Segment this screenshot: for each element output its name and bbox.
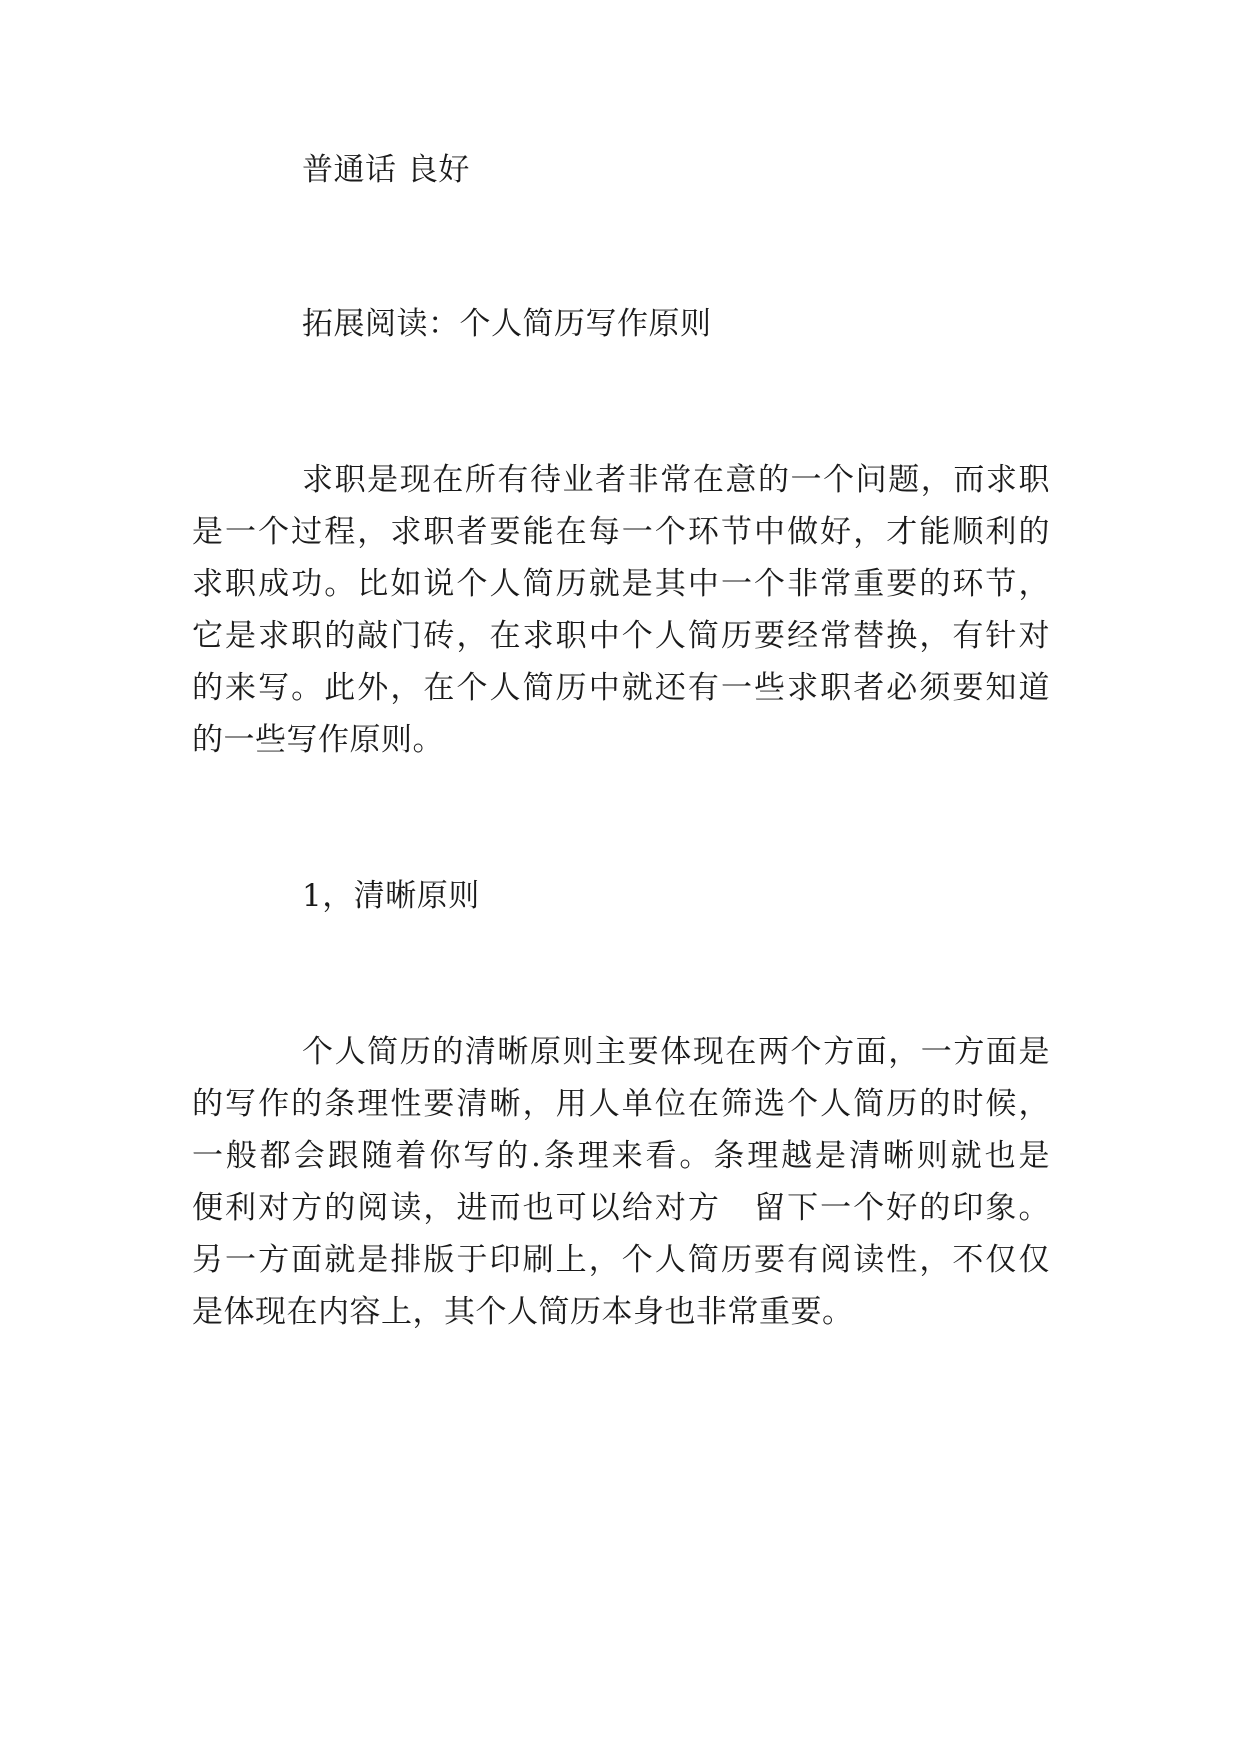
paragraph-line: 一般都会跟随着你写的.条理来看。条理越是清晰则就也是 — [192, 1138, 1050, 1174]
paragraph-line: 的来写。此外，在个人简历中就还有一些求职者必须要知道 — [192, 670, 1050, 706]
paragraph-line: 是体现在内容上，其个人简历本身也非常重要。 — [192, 1294, 854, 1330]
subsection-heading: 1，清晰原则 — [302, 878, 480, 914]
paragraph-line: 另一方面就是排版于印刷上，个人简历要有阅读性，不仅仅 — [192, 1242, 1050, 1278]
paragraph-line: 求职成功。比如说个人简历就是其中一个非常重要的环节， — [192, 566, 1050, 602]
section-heading: 拓展阅读：个人简历写作原则 — [302, 306, 712, 342]
paragraph-line: 是一个过程，求职者要能在每一个环节中做好，才能顺利的 — [192, 514, 1050, 550]
paragraph-line: 求职是现在所有待业者非常在意的一个问题，而求职 — [302, 462, 1050, 498]
language-skill-line: 普通话 良好 — [302, 152, 470, 188]
paragraph-line: 它是求职的敲门砖，在求职中个人简历要经常替换，有针对 — [192, 618, 1050, 654]
paragraph-line: 的一些写作原则。 — [192, 722, 444, 758]
paragraph-line: 个人简历的清晰原则主要体现在两个方面，一方面是 — [302, 1034, 1050, 1070]
paragraph-line: 便利对方的阅读，进而也可以给对方 留下一个好的印象。 — [192, 1190, 1050, 1226]
paragraph-line: 的写作的条理性要清晰，用人单位在筛选个人简历的时候， — [192, 1086, 1050, 1122]
